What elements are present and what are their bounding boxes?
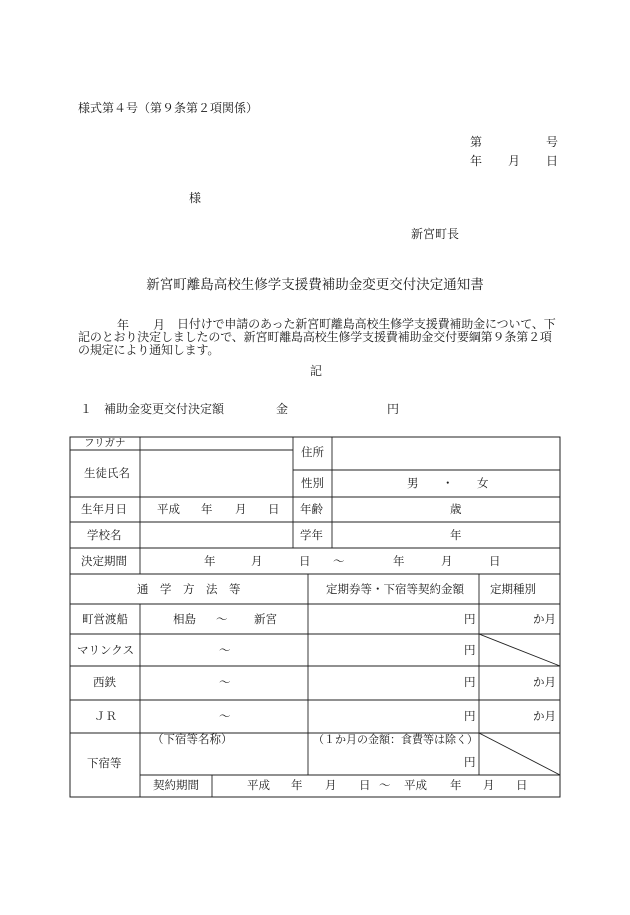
period-end-month: 月 xyxy=(441,554,453,568)
jr-yen: 円 xyxy=(464,709,476,723)
lodging-label: 下宿等 xyxy=(87,756,122,770)
jr-tilde: ～ xyxy=(219,709,231,723)
gender-male: 男 xyxy=(407,476,419,490)
marinx-tilde: ～ xyxy=(219,643,231,657)
period-start-day: 日 xyxy=(299,554,311,568)
age-unit: 歳 xyxy=(450,502,462,516)
doc-number-suffix: 号 xyxy=(546,135,559,149)
ki-label: 記 xyxy=(310,364,323,378)
period-end-day: 日 xyxy=(489,554,501,568)
lodging-monthly-label: （１か月の金額：食費等は除く） xyxy=(313,733,478,746)
period-start-year: 年 xyxy=(204,554,216,568)
contract-tilde: ～ xyxy=(379,778,391,792)
marinx-yen: 円 xyxy=(464,643,476,657)
nishitetsu-label: 西鉄 xyxy=(93,675,116,689)
address-label: 住所 xyxy=(301,445,324,459)
nishitetsu-months: か月 xyxy=(533,675,556,689)
contract-period-label: 契約期間 xyxy=(153,778,199,792)
jr-label: ＪＲ xyxy=(94,709,117,723)
contract-end-year: 年 xyxy=(450,778,462,792)
birth-month: 月 xyxy=(235,502,247,516)
addressee-suffix: 様 xyxy=(189,191,202,205)
item1-yen: 円 xyxy=(387,402,400,416)
ferry-from: 相島 xyxy=(173,612,196,626)
contract-end-heisei: 平成 xyxy=(404,778,427,792)
school-label: 学校名 xyxy=(87,528,122,542)
date-year: 年 xyxy=(470,154,483,168)
contract-end-month: 月 xyxy=(483,778,495,792)
ferry-months: か月 xyxy=(533,612,556,626)
contract-end-day: 日 xyxy=(516,778,528,792)
gender-label: 性別 xyxy=(301,476,324,490)
ferry-yen: 円 xyxy=(464,612,476,626)
item1-kin: 金 xyxy=(276,402,289,416)
date-day: 日 xyxy=(546,154,559,168)
period-tilde: ～ xyxy=(333,554,345,568)
contract-start-year: 年 xyxy=(291,778,303,792)
nishitetsu-yen: 円 xyxy=(464,675,476,689)
contract-start-heisei: 平成 xyxy=(247,778,270,792)
ferry-to: 新宮 xyxy=(254,612,277,626)
document-title: 新宮町離島高校生修学支援費補助金変更交付決定通知書 xyxy=(146,277,484,293)
gender-female: 女 xyxy=(477,476,489,490)
commute-header: 通 学 方 法 等 xyxy=(137,582,241,596)
form-number: 様式第４号（第９条第２項関係） xyxy=(78,101,259,115)
body-text: 日付けで申請のあった新宮町離島高校生修学支援費補助金について、下記のとおり決定しましたので、新宮町離島高校生修学支援費補助金交付要綱第９条第２項の規定により通知します。 xyxy=(78,317,556,357)
body-month: 月 xyxy=(153,318,166,332)
item1-label: １ 補助金変更交付決定額 xyxy=(80,402,225,416)
ferry-tilde: ～ xyxy=(216,612,228,626)
gender-dot: ・ xyxy=(442,476,454,490)
lodging-name-label: （下宿等名称） xyxy=(152,732,233,746)
student-name-label: 生徒氏名 xyxy=(84,466,130,480)
birth-heisei: 平成 xyxy=(157,502,180,516)
birth-year: 年 xyxy=(201,502,213,516)
contract-start-day: 日 xyxy=(359,778,371,792)
jr-months: か月 xyxy=(533,709,556,723)
furigana-label: フリガナ xyxy=(84,437,126,449)
lodging-yen: 円 xyxy=(464,755,476,769)
contract-start-month: 月 xyxy=(325,778,337,792)
ferry-label: 町営渡船 xyxy=(82,612,128,626)
body-year: 年 xyxy=(117,318,130,332)
issuer: 新宮町長 xyxy=(411,227,460,241)
grade-label: 学年 xyxy=(300,528,323,542)
marinx-label: マリンクス xyxy=(77,643,135,657)
date-month: 月 xyxy=(508,154,521,168)
birthdate-label: 生年月日 xyxy=(81,502,127,516)
doc-number-prefix: 第 xyxy=(470,135,483,149)
period-end-year: 年 xyxy=(393,554,405,568)
period-label: 決定期間 xyxy=(81,554,127,568)
age-label: 年齢 xyxy=(300,502,323,516)
fee-header: 定期券等・下宿等契約金額 xyxy=(326,582,464,596)
nishitetsu-tilde: ～ xyxy=(219,675,231,689)
birth-day: 日 xyxy=(268,502,280,516)
period-start-month: 月 xyxy=(251,554,263,568)
grade-unit: 年 xyxy=(450,528,462,542)
type-header: 定期種別 xyxy=(490,582,536,596)
